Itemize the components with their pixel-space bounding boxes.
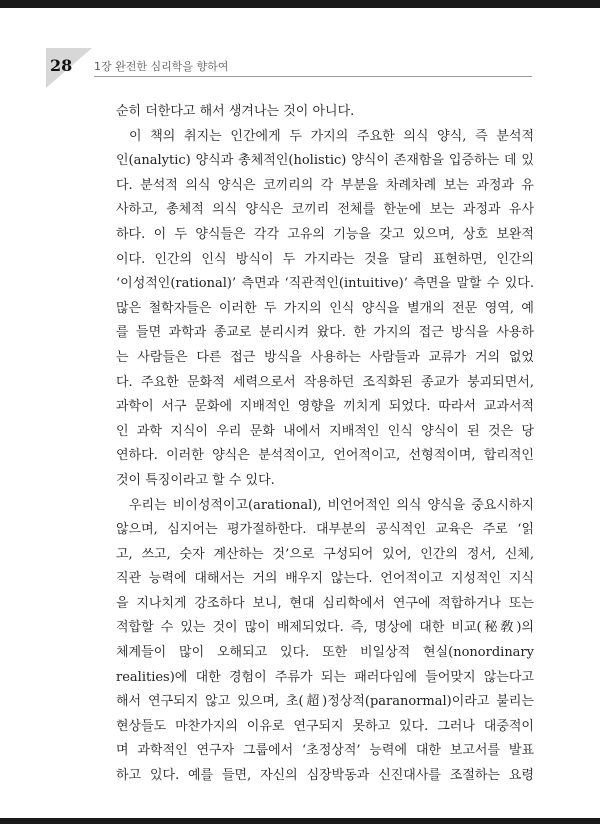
text-line: 순히 더한다고 해서 생겨나는 것이 아니다. xyxy=(116,104,355,119)
text-line: 며 과학적인 연구자 그룹에서 ‘초정상적’ 능력에 대한 보고서를 발표 xyxy=(116,743,534,759)
paragraph xyxy=(116,125,534,494)
text-line: 직관 능력에 대해서는 거의 배우지 않는다. 언어적이고 지성적인 지식 xyxy=(116,571,534,587)
text-line: 않으며, 심지어는 평가절하한다. 대부분의 공식적인 교육은 주로 ‘읽 xyxy=(116,522,534,538)
text-line: 과학이 서구 문화에 지배적인 영향을 끼치게 되었다. 따라서 교과서적 xyxy=(116,399,534,415)
page-header xyxy=(0,48,600,88)
text-line: 것이 특징이라고 할 수 있다. xyxy=(116,472,275,488)
header-rule xyxy=(94,76,532,77)
text-line: 을 지나치게 강조하다 보니, 현대 심리학에서 연구에 적합하거나 또는 xyxy=(116,595,534,611)
text-line: 우리는 비이성적이고(arational), 비언어적인 의식 양식을 중요시하지 xyxy=(129,497,534,513)
text-line: 이 책의 취지는 인간에게 두 가지의 주요한 의식 양식, 즉 분석적 xyxy=(129,128,534,144)
text-line: 하다. 이 두 양식들은 각각 고유의 기능을 갖고 있으며, 상호 보완적 xyxy=(116,226,534,242)
text-line: 인 과학 지식이 우리 문화 내에서 지배적인 인식 양식이 된 것은 당 xyxy=(116,423,534,439)
page-number: 28 xyxy=(50,56,73,75)
body-text xyxy=(116,100,534,789)
text-line: 하고 있다. 예를 들면, 자신의 심장박동과 신진대사를 조절하는 요령 xyxy=(116,768,534,784)
text-line: 는 사람들은 다른 접근 방식을 사용하는 사람들과 교류가 거의 없었 xyxy=(116,349,534,365)
text-line: 적합할 수 있는 것이 많이 배제되었다. 즉, 명상에 대한 비교(秘敎)의 xyxy=(116,620,534,636)
paragraph xyxy=(116,100,534,125)
text-line: 연하다. 이러한 양식은 분석적이고, 언어적이고, 선형적이며, 합리적인 xyxy=(116,448,534,464)
text-line: 해서 연구되지 않고 있으며, 초(超)정상적(paranormal)이라고 불리는 xyxy=(116,694,534,710)
top-border xyxy=(0,0,600,8)
paragraph xyxy=(116,494,534,789)
text-line: realities)에 대한 경험이 주류가 되는 패러다임에 들어맞지 않는다고 xyxy=(116,669,534,685)
text-line: 다. 주요한 문화적 세력으로서 작용하던 조직화된 종교가 붕괴되면서, xyxy=(116,374,534,390)
bottom-border xyxy=(0,818,600,824)
text-line: 다. 분석적 의식 양식은 코끼리의 각 부분을 차례차례 보는 과정과 유 xyxy=(116,177,534,193)
text-line: 인(analytic) 양식과 총체적인(holistic) 양식이 존재함을 입증하는 데 있 xyxy=(116,153,534,169)
text-line: ‘이성적인(rational)’ 측면과 ‘직관적인(intuitive)’ 측면을 말할 수 있다. xyxy=(116,276,534,292)
text-line: 를 들면 과학과 종교로 분리시켜 왔다. 한 가지의 접근 방식을 사용하 xyxy=(116,325,534,341)
text-line: 사하고, 총체적 의식 양식은 코끼리 전체를 한눈에 보는 과정과 유사 xyxy=(116,202,534,218)
text-line: 이다. 인간의 인식 방식이 두 가지라는 것을 달리 표현하면, 인간의 xyxy=(116,251,534,267)
text-line: 체계들이 많이 오해되고 있다. 또한 비일상적 현실(nonordinary xyxy=(116,645,534,661)
text-line: 고, 쓰고, 숫자 계산하는 것’으로 구성되어 있어, 인간의 정서, 신체, xyxy=(116,546,534,562)
text-line: 현상들도 마찬가지의 이유로 연구되지 못하고 있다. 그러나 대중적이 xyxy=(116,718,534,734)
running-head: 1장 완전한 심리학을 향하여 xyxy=(94,60,229,73)
text-line: 많은 철학자들은 이러한 두 가지의 인식 양식을 별개의 전문 영역, 예 xyxy=(116,300,534,316)
